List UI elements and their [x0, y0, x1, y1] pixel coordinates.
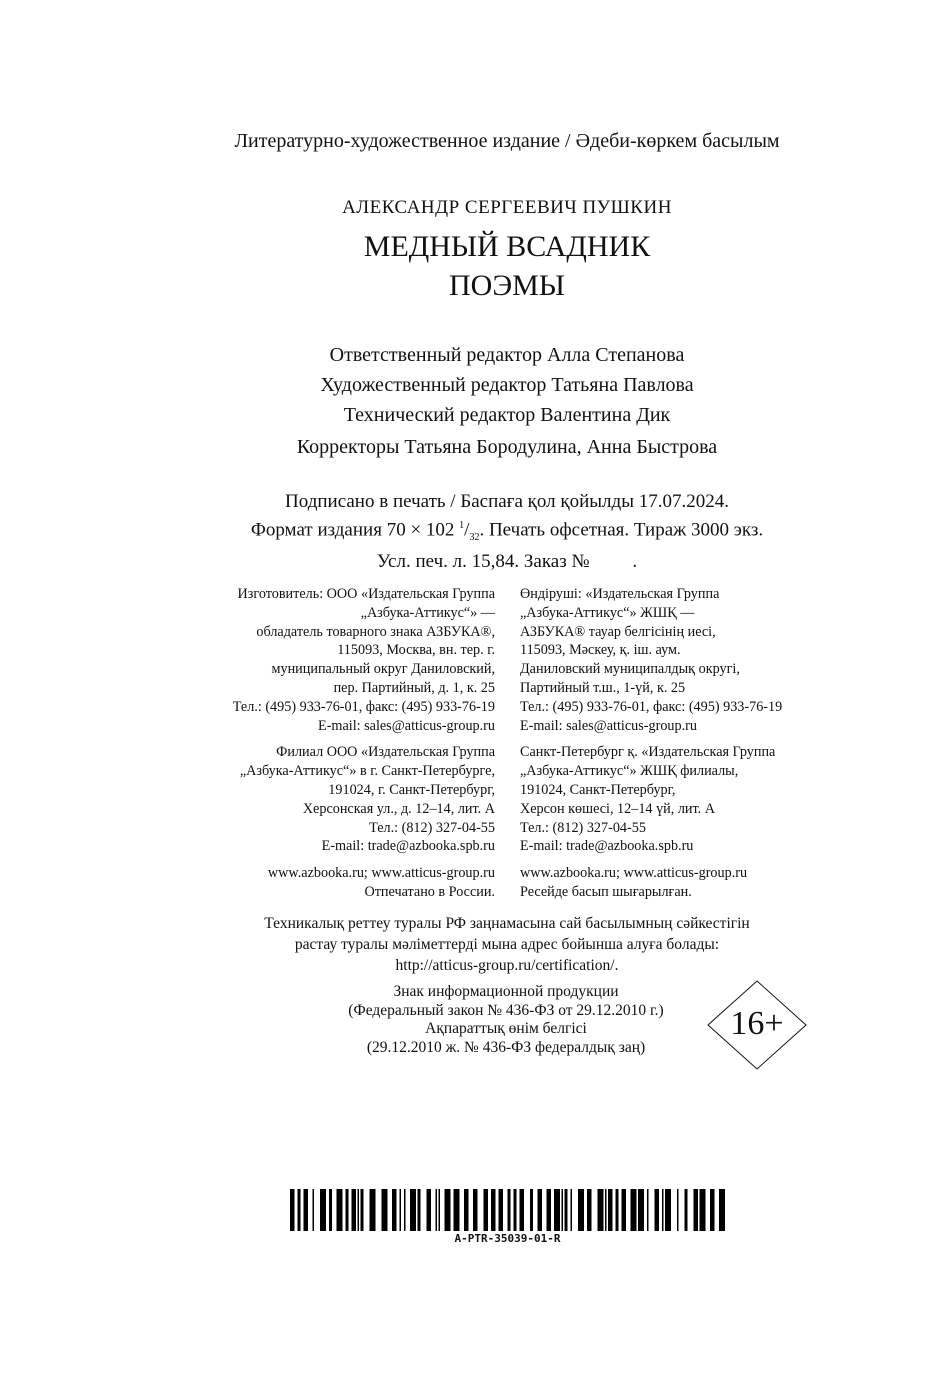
- text-line: E-mail: trade@azbooka.spb.ru: [321, 838, 495, 855]
- barcode-bar: [320, 1189, 326, 1231]
- text-line: Знак информационной продукции: [393, 983, 619, 1000]
- signed-date: Подписано в печать / Баспаға қол қойылды 17.07.2024.: [285, 491, 729, 512]
- barcode-bar: [439, 1189, 441, 1231]
- book-title: МЕДНЫЙ ВСАДНИК: [363, 230, 651, 263]
- text-line: Өндіруші: «Издательская Группа: [520, 586, 720, 602]
- text-line: „Азбука-Аттикус“» ЖШҚ филиалы,: [520, 763, 739, 780]
- author: АЛЕКСАНДР СЕРГЕЕВИЧ ПУШКИН: [342, 197, 672, 218]
- text-line: 115093, Мәскеу, қ. іш. аум.: [520, 642, 681, 659]
- text-line: 115093, Москва, вн. тер. г.: [337, 642, 495, 659]
- text-line: Тел.: (812) 327-04-55: [520, 819, 646, 836]
- certification: [107, 913, 907, 976]
- text-line: обладатель товарного знака АЗБУКА®,: [256, 623, 495, 640]
- text-line: E-mail: trade@azbooka.spb.ru: [520, 838, 694, 855]
- websites: www.azbooka.ru; www.atticus-group.ru: [520, 865, 748, 882]
- barcode-bar: [554, 1189, 560, 1231]
- printed-in: Ресейде басып шығарылған.: [520, 883, 692, 900]
- barcode-bar: [418, 1189, 421, 1231]
- barcode-bar: [329, 1189, 332, 1231]
- publisher-ru: [233, 585, 495, 902]
- text-line: Изготовитель: ООО «Издательская Группа: [237, 586, 495, 602]
- barcode-bar: [538, 1189, 543, 1231]
- barcode-bar: [677, 1189, 679, 1231]
- barcode-bar: [454, 1189, 460, 1231]
- text-line: „Азбука-Аттикус“» —: [360, 604, 495, 621]
- credit-line: Художественный редактор Татьяна Павлова: [320, 374, 694, 396]
- barcode-bar: [571, 1189, 573, 1231]
- barcode-bar: [464, 1189, 469, 1231]
- age-rating: 16+: [730, 1005, 784, 1042]
- barcode: [290, 1189, 725, 1231]
- barcode-bar: [337, 1189, 343, 1231]
- text-line: пер. Партийный, д. 1, к. 25: [333, 679, 495, 696]
- text-line: Санкт-Петербург қ. «Издательская Группа: [520, 744, 776, 761]
- imprint: [107, 490, 907, 574]
- text-line: Тел.: (495) 933-76-01, факс: (495) 933-76-19: [520, 698, 783, 715]
- credits: [107, 340, 907, 462]
- email-kz: E-mail: sales@atticus-group.ru: [520, 717, 697, 734]
- text-line: Техникалық реттеу туралы РФ заңнамасына сай басылымның сәйкестігін: [264, 915, 750, 932]
- edition-type: Литературно-художественное издание / Әдеби-көркем басылым: [234, 130, 780, 152]
- text-line: растау туралы мәліметтерді мына адрес бойынша алуға болады:: [294, 936, 720, 953]
- text-line: Филиал ООО «Издательская Группа: [276, 744, 495, 761]
- barcode-bar: [358, 1189, 360, 1231]
- barcode-bar: [514, 1189, 517, 1231]
- barcode-bar: [719, 1189, 725, 1231]
- barcode-bar: [685, 1189, 688, 1231]
- text-line: (29.12.2010 ж. № 436-ФЗ федералдық заң): [366, 1038, 646, 1056]
- barcode-bar: [370, 1189, 376, 1231]
- barcode-bar: [313, 1189, 315, 1231]
- barcode-bar: [346, 1189, 349, 1231]
- barcode-bar: [638, 1189, 644, 1231]
- barcode-bar: [404, 1189, 406, 1231]
- barcode-bar: [484, 1189, 489, 1231]
- barcode-label: A-PTR-35039-01-R: [454, 1232, 561, 1245]
- text-line: муниципальный округ Даниловский,: [271, 661, 495, 678]
- text-line: Херсон көшесі, 12–14 үй, лит. А: [520, 800, 716, 817]
- text-line: Даниловский муниципалдық округі,: [520, 661, 740, 678]
- barcode-bar: [655, 1189, 660, 1231]
- barcode-bar: [499, 1189, 504, 1231]
- barcode-bar: [436, 1189, 438, 1231]
- text-line: Партийный т.ш., 1-үй, к. 25: [520, 679, 686, 696]
- text-line: Тел.: (812) 327-04-55: [369, 819, 495, 836]
- barcode-bar: [382, 1189, 388, 1231]
- barcode-bar: [662, 1189, 664, 1231]
- credit-line: Технический редактор Валентина Дик: [343, 404, 671, 426]
- sheets-line: Усл. печ. л. 15,84. Заказ № .: [376, 551, 638, 573]
- age-rating-badge: [709, 980, 797, 1068]
- barcode-bar: [587, 1189, 592, 1231]
- barcode-bar: [508, 1189, 511, 1231]
- text-line: „Азбука-Аттикус“» ЖШҚ —: [520, 604, 695, 621]
- barcode-bar: [547, 1189, 552, 1231]
- barcode-bar: [605, 1189, 607, 1231]
- barcode-bar: [700, 1189, 706, 1231]
- credit-line: Ответственный редактор Алла Степанова: [329, 344, 685, 366]
- barcode-bar: [290, 1189, 295, 1231]
- text-line: (Федеральный закон № 436-ФЗ от 29.12.2010 г.): [348, 1001, 664, 1019]
- barcode-bar: [445, 1189, 451, 1231]
- text-line: 191024, Санкт-Петербург,: [520, 781, 676, 798]
- email-ru: E-mail: sales@atticus-group.ru: [318, 717, 495, 734]
- barcode-bar: [598, 1189, 604, 1231]
- websites: www.azbooka.ru; www.atticus-group.ru: [267, 865, 495, 882]
- barcode-bar: [298, 1189, 301, 1231]
- barcode-bar: [361, 1189, 364, 1231]
- publisher-kz: [520, 585, 782, 902]
- printed-in: Отпечатано в России.: [364, 883, 495, 900]
- format-line: Формат издания 70 × 102 $^1/_{32}$. Печать офсетная. Тираж 3000 экз.: [250, 519, 764, 544]
- barcode-bar: [352, 1189, 357, 1231]
- barcode-bar: [565, 1189, 568, 1231]
- barcode-bar: [410, 1189, 416, 1231]
- barcode-bar: [530, 1189, 533, 1231]
- text-line: Херсонская ул., д. 12–14, лит. А: [302, 800, 495, 817]
- barcode-bar: [710, 1189, 715, 1231]
- barcode-bar: [578, 1189, 584, 1231]
- certification-url: http://atticus-group.ru/certification/.: [395, 957, 619, 974]
- barcode-bar: [647, 1189, 649, 1231]
- barcode-bar: [400, 1189, 402, 1231]
- credit-line: Корректоры Татьяна Бородулина, Анна Быстрова: [296, 436, 718, 458]
- book-subtitle: ПОЭМЫ: [449, 269, 565, 302]
- barcode-bar: [622, 1189, 627, 1231]
- barcode-bar: [694, 1189, 699, 1231]
- barcode-bar: [665, 1189, 671, 1231]
- barcode-bar: [562, 1189, 564, 1231]
- barcode-bar: [608, 1189, 613, 1231]
- text-line: АЗБУКА® тауар белгісінің иесі,: [520, 623, 716, 640]
- barcode-bar: [427, 1189, 432, 1231]
- text-line: Ақпараттық өнім белгісі: [425, 1020, 587, 1037]
- barcode-bar: [473, 1189, 478, 1231]
- text-line: „Азбука-Аттикус“» в г. Санкт-Петербурге,: [239, 763, 495, 780]
- barcode-bar: [520, 1189, 525, 1231]
- barcode-bar: [631, 1189, 637, 1231]
- barcode-bar: [392, 1189, 397, 1231]
- text-line: 191024, г. Санкт-Петербург,: [328, 781, 495, 798]
- barcode-bar: [491, 1189, 496, 1231]
- age-info: [296, 983, 716, 1057]
- barcode-bar: [304, 1189, 309, 1231]
- barcode-bar: [616, 1189, 619, 1231]
- text-line: Тел.: (495) 933-76-01, факс: (495) 933-76-19: [232, 698, 495, 715]
